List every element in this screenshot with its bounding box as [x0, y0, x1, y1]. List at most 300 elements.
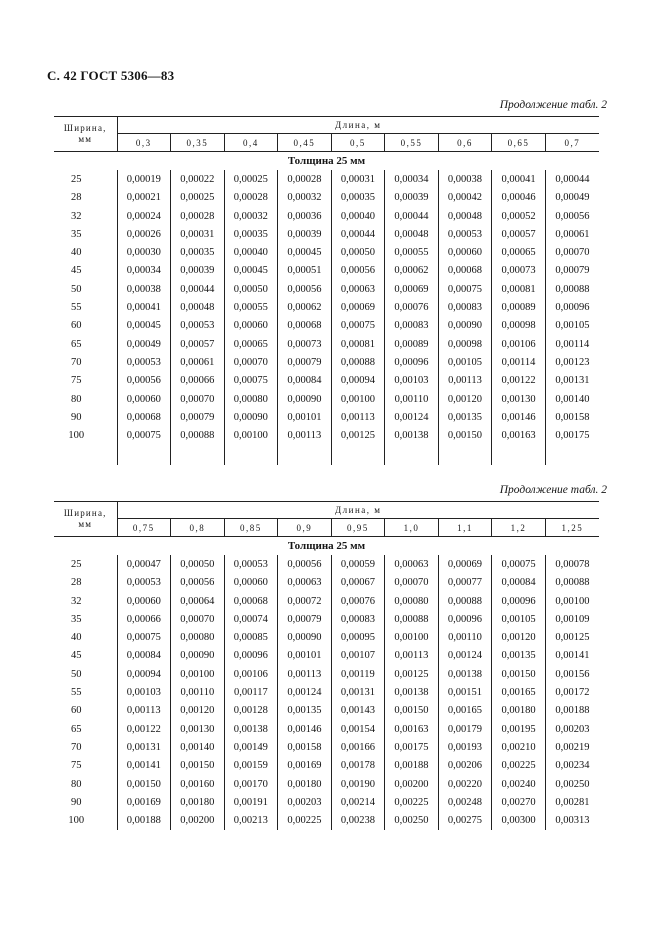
- value-cell: 0,00055: [385, 243, 439, 261]
- value-cell: 0,00035: [224, 225, 278, 243]
- value-cell: 0,00105: [492, 610, 546, 628]
- value-cell: 0,00238: [331, 811, 385, 829]
- width-header-line2: мм: [78, 519, 93, 529]
- value-cell: 0,00056: [555, 210, 590, 222]
- value-cell: 0,00074: [224, 610, 278, 628]
- value-cell: 0,00100: [171, 665, 225, 683]
- value-cell: 0,00100: [555, 595, 590, 607]
- table-row: [54, 647, 599, 665]
- value-cell: 0,00028: [224, 189, 278, 207]
- value-cell: 0,00046: [492, 189, 546, 207]
- value-cell: 0,00083: [385, 317, 439, 335]
- value-cell: 0,00110: [171, 683, 225, 701]
- value-cell: 0,00140: [555, 393, 590, 405]
- value-cell: 0,00163: [492, 426, 546, 444]
- value-cell: 0,00077: [438, 574, 492, 592]
- value-cell: 0,00190: [331, 775, 385, 793]
- table-row: [54, 665, 599, 683]
- table-row: [54, 811, 599, 829]
- value-cell: 0,00053: [171, 317, 225, 335]
- value-cell: 0,00062: [385, 262, 439, 280]
- value-cell: 0,00135: [438, 408, 492, 426]
- value-cell: 0,00044: [331, 225, 385, 243]
- value-cell: 0,00089: [492, 298, 546, 316]
- value-cell: 0,00069: [438, 555, 492, 573]
- page-header: С. 42 ГОСТ 5306—83: [47, 68, 175, 83]
- value-cell: 0,00069: [331, 298, 385, 316]
- width-cell: 25: [54, 170, 117, 188]
- value-cell: 0,00150: [171, 757, 225, 775]
- value-cell: 0,00083: [438, 298, 492, 316]
- value-cell: 0,00150: [385, 702, 439, 720]
- value-cell: 0,00225: [278, 811, 332, 829]
- table-row: [54, 170, 599, 188]
- table-row: [54, 738, 599, 756]
- column-header: 0,4: [224, 134, 278, 152]
- table-row: [54, 574, 599, 592]
- value-cell: 0,00019: [117, 170, 171, 188]
- value-cell: 0,00088: [385, 610, 439, 628]
- width-cell: 55: [54, 683, 117, 701]
- value-cell: 0,00131: [117, 738, 171, 756]
- width-cell: 65: [54, 720, 117, 738]
- value-cell: 0,00122: [117, 720, 171, 738]
- value-cell: 0,00110: [438, 628, 492, 646]
- table-row: [54, 262, 599, 280]
- column-header: 0,8: [171, 519, 225, 537]
- value-cell: 0,00200: [171, 811, 225, 829]
- value-cell: 0,00070: [171, 610, 225, 628]
- value-cell: 0,00070: [171, 390, 225, 408]
- value-cell: 0,00225: [385, 793, 439, 811]
- value-cell: 0,00053: [117, 574, 171, 592]
- width-header-line1: Ширина,: [63, 123, 107, 133]
- table-row: [54, 243, 599, 261]
- value-cell: 0,00096: [385, 353, 439, 371]
- value-cell: 0,00114: [492, 353, 546, 371]
- column-header: 0,85: [224, 519, 278, 537]
- value-cell: 0,00180: [171, 793, 225, 811]
- column-header: 1,1: [438, 519, 492, 537]
- value-cell: 0,00169: [278, 757, 332, 775]
- value-cell: 0,00050: [224, 280, 278, 298]
- value-cell: 0,00146: [492, 408, 546, 426]
- value-cell: 0,00234: [555, 760, 590, 772]
- section-title: Толщина 25 мм: [287, 540, 366, 553]
- value-cell: 0,00175: [385, 738, 439, 756]
- value-cell: 0,00079: [278, 610, 332, 628]
- width-cell: 100: [54, 426, 117, 444]
- width-cell: 70: [54, 738, 117, 756]
- value-cell: 0,00107: [331, 647, 385, 665]
- width-cell: 90: [54, 793, 117, 811]
- table-row: [54, 793, 599, 811]
- value-cell: 0,00138: [224, 720, 278, 738]
- spacer-cell: [54, 445, 117, 465]
- value-cell: 0,00021: [117, 189, 171, 207]
- value-cell: 0,00053: [224, 555, 278, 573]
- value-cell: 0,00045: [278, 243, 332, 261]
- value-cell: 0,00068: [224, 592, 278, 610]
- value-cell: 0,00141: [117, 757, 171, 775]
- table-row: [54, 610, 599, 628]
- value-cell: 0,00154: [331, 720, 385, 738]
- value-cell: 0,00050: [171, 555, 225, 573]
- table-row: [54, 720, 599, 738]
- value-cell: 0,00075: [117, 426, 171, 444]
- value-cell: 0,00026: [117, 225, 171, 243]
- value-cell: 0,00090: [278, 628, 332, 646]
- value-cell: 0,00025: [224, 170, 278, 188]
- value-cell: 0,00203: [278, 793, 332, 811]
- value-cell: 0,00075: [492, 555, 546, 573]
- value-cell: 0,00094: [331, 372, 385, 390]
- value-cell: 0,00120: [171, 702, 225, 720]
- value-cell: 0,00057: [492, 225, 546, 243]
- value-cell: 0,00120: [492, 628, 546, 646]
- value-cell: 0,00105: [555, 320, 590, 332]
- width-cell: 35: [54, 225, 117, 243]
- value-cell: 0,00117: [224, 683, 278, 701]
- value-cell: 0,00081: [331, 335, 385, 353]
- data-table: [54, 116, 599, 465]
- value-cell: 0,00169: [117, 793, 171, 811]
- value-cell: 0,00188: [385, 757, 439, 775]
- column-header: 0,5: [331, 134, 385, 152]
- section-row: [54, 152, 599, 171]
- value-cell: 0,00106: [492, 335, 546, 353]
- value-cell: 0,00089: [385, 335, 439, 353]
- value-cell: 0,00028: [171, 207, 225, 225]
- value-cell: 0,00163: [385, 720, 439, 738]
- value-cell: 0,00113: [278, 426, 332, 444]
- width-cell: 40: [54, 243, 117, 261]
- spacer-cell: [438, 445, 492, 465]
- table-spacer-row: [54, 445, 599, 465]
- value-cell: 0,00203: [555, 723, 590, 735]
- column-header: 1,2: [492, 519, 546, 537]
- width-header-line2: мм: [78, 134, 93, 144]
- column-header: 0,35: [171, 134, 225, 152]
- value-cell: 0,00119: [331, 665, 385, 683]
- value-cell: 0,00191: [224, 793, 278, 811]
- value-cell: 0,00044: [171, 280, 225, 298]
- table-row: [54, 628, 599, 646]
- column-header: 1,0: [385, 519, 439, 537]
- spacer-cell: [331, 445, 385, 465]
- value-cell: 0,00060: [224, 574, 278, 592]
- value-cell: 0,00180: [278, 775, 332, 793]
- value-cell: 0,00250: [555, 778, 590, 790]
- value-cell: 0,00039: [278, 225, 332, 243]
- value-cell: 0,00059: [331, 555, 385, 573]
- value-cell: 0,00068: [117, 408, 171, 426]
- value-cell: 0,00025: [171, 189, 225, 207]
- value-cell: 0,00179: [438, 720, 492, 738]
- value-cell: 0,00085: [224, 628, 278, 646]
- value-cell: 0,00090: [278, 390, 332, 408]
- width-cell: 75: [54, 372, 117, 390]
- value-cell: 0,00070: [555, 247, 590, 259]
- section-row: [54, 537, 599, 556]
- column-header: 0,95: [331, 519, 385, 537]
- table-continuation-label: Продолжение табл. 2: [499, 484, 607, 496]
- value-cell: 0,00041: [117, 298, 171, 316]
- value-cell: 0,00039: [171, 262, 225, 280]
- value-cell: 0,00250: [385, 811, 439, 829]
- value-cell: 0,00080: [224, 390, 278, 408]
- value-cell: 0,00150: [438, 426, 492, 444]
- value-cell: 0,00125: [385, 665, 439, 683]
- value-cell: 0,00048: [385, 225, 439, 243]
- value-cell: 0,00055: [224, 298, 278, 316]
- table-continuation-label: Продолжение табл. 2: [499, 99, 607, 111]
- table-row: [54, 426, 599, 444]
- column-header: 0,75: [117, 519, 171, 537]
- column-header: 0,9: [278, 519, 332, 537]
- value-cell: 0,00195: [492, 720, 546, 738]
- spacer-cell: [224, 445, 278, 465]
- value-cell: 0,00088: [331, 353, 385, 371]
- value-cell: 0,00049: [555, 192, 590, 204]
- value-cell: 0,00080: [171, 628, 225, 646]
- table-row: [54, 298, 599, 316]
- value-cell: 0,00138: [385, 683, 439, 701]
- width-cell: 28: [54, 574, 117, 592]
- value-cell: 0,00165: [492, 683, 546, 701]
- value-cell: 0,00165: [438, 702, 492, 720]
- width-cell: 50: [54, 280, 117, 298]
- value-cell: 0,00084: [117, 647, 171, 665]
- value-cell: 0,00150: [117, 775, 171, 793]
- column-header-row: [54, 519, 599, 537]
- value-cell: 0,00193: [438, 738, 492, 756]
- width-cell: 80: [54, 390, 117, 408]
- spacer-cell: [385, 445, 439, 465]
- value-cell: 0,00031: [331, 170, 385, 188]
- value-cell: 0,00068: [278, 317, 332, 335]
- value-cell: 0,00038: [438, 170, 492, 188]
- value-cell: 0,00151: [438, 683, 492, 701]
- value-cell: 0,00103: [117, 683, 171, 701]
- value-cell: 0,00044: [385, 207, 439, 225]
- data-table: [54, 501, 599, 830]
- value-cell: 0,00050: [331, 243, 385, 261]
- value-cell: 0,00075: [438, 280, 492, 298]
- table-row: [54, 280, 599, 298]
- value-cell: 0,00032: [224, 207, 278, 225]
- value-cell: 0,00044: [555, 173, 590, 185]
- value-cell: 0,00047: [117, 555, 171, 573]
- value-cell: 0,00066: [117, 610, 171, 628]
- length-header: Длина, м: [117, 502, 599, 519]
- value-cell: 0,00075: [331, 317, 385, 335]
- spacer-cell: [492, 445, 546, 465]
- spacer-cell: [171, 445, 225, 465]
- width-cell: 28: [54, 189, 117, 207]
- width-cell: 75: [54, 757, 117, 775]
- column-header: 0,3: [117, 134, 171, 152]
- value-cell: 0,00056: [171, 574, 225, 592]
- value-cell: 0,00158: [555, 411, 590, 423]
- value-cell: 0,00105: [438, 353, 492, 371]
- value-cell: 0,00073: [492, 262, 546, 280]
- value-cell: 0,00188: [555, 705, 590, 717]
- column-header-row: [54, 134, 599, 152]
- value-cell: 0,00070: [224, 353, 278, 371]
- width-cell: 60: [54, 702, 117, 720]
- width-cell: 32: [54, 207, 117, 225]
- table-row: [54, 317, 599, 335]
- width-cell: 40: [54, 628, 117, 646]
- length-header: Длина, м: [117, 117, 599, 134]
- value-cell: 0,00056: [331, 262, 385, 280]
- value-cell: 0,00075: [224, 372, 278, 390]
- value-cell: 0,00156: [555, 668, 590, 680]
- value-cell: 0,00159: [224, 757, 278, 775]
- value-cell: 0,00045: [224, 262, 278, 280]
- value-cell: 0,00065: [492, 243, 546, 261]
- value-cell: 0,00031: [171, 225, 225, 243]
- value-cell: 0,00130: [492, 390, 546, 408]
- value-cell: 0,00313: [555, 815, 590, 827]
- value-cell: 0,00101: [278, 647, 332, 665]
- value-cell: 0,00088: [555, 577, 590, 589]
- value-cell: 0,00135: [278, 702, 332, 720]
- section-title: Толщина 25 мм: [287, 155, 366, 168]
- value-cell: 0,00022: [171, 170, 225, 188]
- value-cell: 0,00125: [555, 632, 590, 644]
- value-cell: 0,00049: [117, 335, 171, 353]
- width-cell: 50: [54, 665, 117, 683]
- value-cell: 0,00090: [171, 647, 225, 665]
- value-cell: 0,00143: [331, 702, 385, 720]
- value-cell: 0,00053: [438, 225, 492, 243]
- value-cell: 0,00056: [278, 280, 332, 298]
- value-cell: 0,00140: [171, 738, 225, 756]
- value-cell: 0,00146: [278, 720, 332, 738]
- value-cell: 0,00075: [117, 628, 171, 646]
- value-cell: 0,00024: [117, 207, 171, 225]
- value-cell: 0,00069: [385, 280, 439, 298]
- column-header: 1,25: [545, 519, 599, 537]
- value-cell: 0,00030: [117, 243, 171, 261]
- width-cell: 35: [54, 610, 117, 628]
- value-cell: 0,00040: [331, 207, 385, 225]
- value-cell: 0,00124: [278, 683, 332, 701]
- column-header: 0,7: [545, 134, 599, 152]
- value-cell: 0,00141: [555, 650, 590, 662]
- value-cell: 0,00175: [555, 430, 590, 442]
- value-cell: 0,00060: [224, 317, 278, 335]
- value-cell: 0,00096: [492, 592, 546, 610]
- table-row: [54, 353, 599, 371]
- width-cell: 70: [54, 353, 117, 371]
- value-cell: 0,00214: [331, 793, 385, 811]
- value-cell: 0,00200: [385, 775, 439, 793]
- width-cell: 25: [54, 555, 117, 573]
- value-cell: 0,00060: [117, 592, 171, 610]
- value-cell: 0,00100: [224, 426, 278, 444]
- value-cell: 0,00096: [224, 647, 278, 665]
- column-header: 0,65: [492, 134, 546, 152]
- value-cell: 0,00068: [438, 262, 492, 280]
- value-cell: 0,00083: [331, 610, 385, 628]
- value-cell: 0,00078: [555, 558, 590, 570]
- width-header: [54, 502, 117, 537]
- value-cell: 0,00061: [171, 353, 225, 371]
- value-cell: 0,00076: [385, 298, 439, 316]
- value-cell: 0,00038: [117, 280, 171, 298]
- value-cell: 0,00131: [555, 375, 590, 387]
- value-cell: 0,00067: [331, 574, 385, 592]
- value-cell: 0,00110: [385, 390, 439, 408]
- value-cell: 0,00056: [278, 555, 332, 573]
- value-cell: 0,00270: [492, 793, 546, 811]
- value-cell: 0,00248: [438, 793, 492, 811]
- value-cell: 0,00084: [278, 372, 332, 390]
- value-cell: 0,00178: [331, 757, 385, 775]
- value-cell: 0,00103: [385, 372, 439, 390]
- value-cell: 0,00120: [438, 390, 492, 408]
- value-cell: 0,00240: [492, 775, 546, 793]
- value-cell: 0,00048: [171, 298, 225, 316]
- value-cell: 0,00180: [492, 702, 546, 720]
- value-cell: 0,00048: [438, 207, 492, 225]
- width-cell: 32: [54, 592, 117, 610]
- value-cell: 0,00062: [278, 298, 332, 316]
- value-cell: 0,00070: [385, 574, 439, 592]
- value-cell: 0,00219: [555, 741, 590, 753]
- value-cell: 0,00060: [438, 243, 492, 261]
- value-cell: 0,00090: [438, 317, 492, 335]
- value-cell: 0,00034: [117, 262, 171, 280]
- spacer-cell: [117, 445, 171, 465]
- value-cell: 0,00220: [438, 775, 492, 793]
- value-cell: 0,00113: [117, 702, 171, 720]
- value-cell: 0,00079: [171, 408, 225, 426]
- table-row: [54, 225, 599, 243]
- value-cell: 0,00113: [331, 408, 385, 426]
- value-cell: 0,00166: [331, 738, 385, 756]
- table-row: [54, 757, 599, 775]
- value-cell: 0,00124: [438, 647, 492, 665]
- value-cell: 0,00275: [438, 811, 492, 829]
- value-cell: 0,00053: [117, 353, 171, 371]
- table-row: [54, 372, 599, 390]
- value-cell: 0,00206: [438, 757, 492, 775]
- value-cell: 0,00188: [117, 811, 171, 829]
- value-cell: 0,00135: [492, 647, 546, 665]
- value-cell: 0,00088: [171, 426, 225, 444]
- value-cell: 0,00096: [555, 302, 590, 314]
- value-cell: 0,00109: [555, 613, 590, 625]
- value-cell: 0,00113: [438, 372, 492, 390]
- value-cell: 0,00040: [224, 243, 278, 261]
- table-row: [54, 555, 599, 573]
- value-cell: 0,00063: [331, 280, 385, 298]
- table-row: [54, 390, 599, 408]
- column-header: 0,45: [278, 134, 332, 152]
- width-cell: 65: [54, 335, 117, 353]
- value-cell: 0,00061: [555, 228, 590, 240]
- value-cell: 0,00113: [385, 647, 439, 665]
- value-cell: 0,00079: [278, 353, 332, 371]
- width-cell: 80: [54, 775, 117, 793]
- value-cell: 0,00041: [492, 170, 546, 188]
- value-cell: 0,00138: [385, 426, 439, 444]
- value-cell: 0,00098: [492, 317, 546, 335]
